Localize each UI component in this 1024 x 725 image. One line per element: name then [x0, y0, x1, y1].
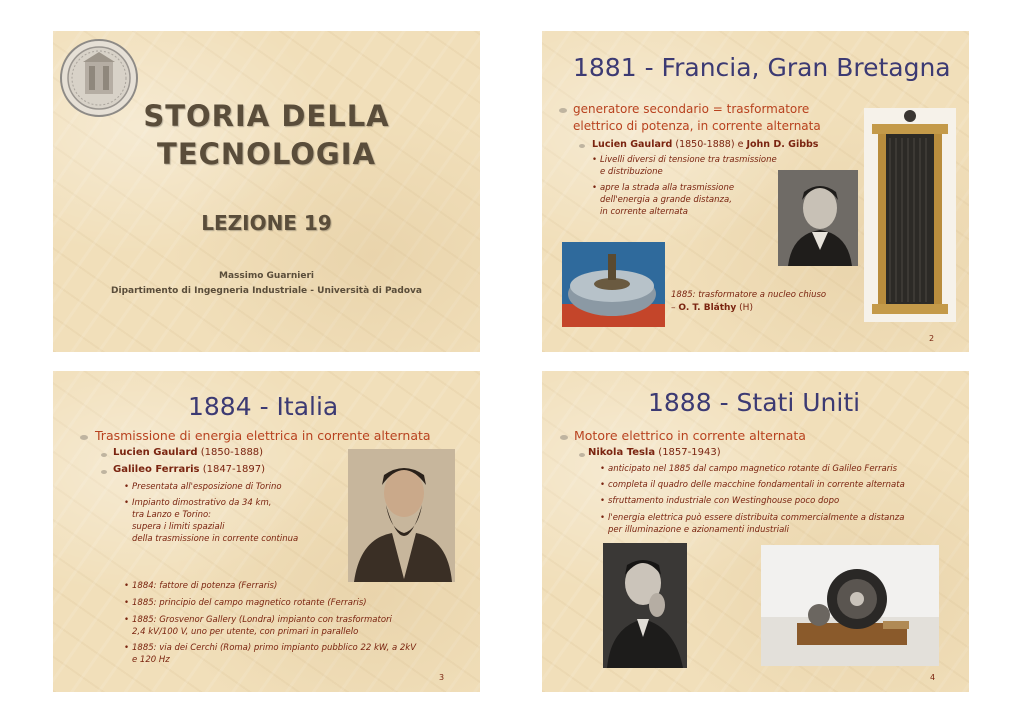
- item-2: • apre la strada alla trasmissione dell'energia a grande distanza, in corrente alternata: [592, 183, 735, 217]
- inventor-name: Lucien Gaulard: [592, 139, 673, 150]
- item-1: • Livelli diversi di tensione tra trasmissione e distribuzione: [592, 155, 777, 177]
- item-1-text: Presentata all'esposizione di Torino: [132, 482, 282, 492]
- motor-photo: [761, 545, 939, 666]
- item-2-text: completa il quadro delle macchine fondamentali in corrente alternata: [608, 480, 905, 490]
- portrait-icon: [778, 170, 858, 266]
- sub-bullet-icon: [579, 144, 585, 148]
- bullet-icon: [80, 435, 88, 440]
- inventor-dates: (1850-1888) e: [672, 139, 747, 150]
- sub-bullet-1: [113, 447, 263, 458]
- bullet-text: Motore elettrico in corrente alternata: [574, 428, 806, 443]
- bullet-icon: [559, 108, 567, 113]
- department-name: Dipartimento di Ingegneria Industriale - Università di Padova: [111, 286, 422, 296]
- inventor-name: Lucien Gaulard: [113, 447, 198, 458]
- item-4-line-1: l'energia elettrica può essere distribuita commercialmente a distanza: [608, 513, 905, 523]
- item-1: • Presentata all'esposizione di Torino: [124, 482, 282, 492]
- sub-bullet-2: [113, 464, 265, 475]
- tesla-portrait: [603, 543, 687, 668]
- bullet-icon: [560, 435, 568, 440]
- lecture-number: LEZIONE 19: [201, 211, 332, 235]
- caption-suffix: (H): [736, 303, 753, 313]
- motor-icon: [761, 545, 939, 666]
- item-3-text: 1884: fattore di potenza (Ferraris): [132, 581, 278, 591]
- item-3: • sfruttamento industriale con Westinghouse poco dopo: [600, 496, 840, 506]
- item-6-line-2: e 120 Hz: [132, 655, 170, 665]
- item-2: • completa il quadro delle macchine fondamentali in corrente alternata: [600, 480, 905, 490]
- portrait-icon: [348, 449, 455, 582]
- caption-name: O. T. Bláthy: [678, 303, 737, 313]
- item-4-line-2: per illuminazione e azionamenti industriali: [608, 525, 790, 535]
- portrait-icon: [603, 543, 687, 668]
- item-6: • 1885: via dei Cerchi (Roma) primo impianto pubblico 22 kW, a 2kV e 120 Hz: [124, 643, 417, 665]
- toroid-icon: [562, 242, 665, 327]
- inventor-name-2: John D. Gibbs: [746, 139, 819, 150]
- item-2: • Impianto dimostrativo da 34 km, tra Lanzo e Torino: supera i limiti spaziali della trasmissione in corrente continua: [124, 498, 299, 544]
- transformer-photo: [864, 108, 956, 322]
- page-number: 3: [439, 673, 445, 682]
- item-4: • l'energia elettrica può essere distribuita commercialmente a distanza per illuminazione e azionamenti industriali: [600, 513, 905, 535]
- item-5: • 1885: Grosvenor Gallery (Londra) impianto con trasformatori 2,4 kV/100 V, uno per utente, con primari in parallelo: [124, 615, 392, 637]
- slide-4: [542, 371, 969, 692]
- item-2-line-4: della trasmissione in corrente continua: [132, 534, 299, 544]
- bullet-text: Trasmissione di energia elettrica in corrente alternata: [95, 428, 431, 443]
- item-3: • 1884: fattore di potenza (Ferraris): [124, 581, 278, 591]
- item-1-line-1: Livelli diversi di tensione tra trasmissione: [600, 155, 777, 165]
- portrait-photo: [778, 170, 858, 266]
- slide-3: [53, 371, 480, 692]
- item-2-line-1: Impianto dimostrativo da 34 km,: [132, 498, 272, 508]
- slide-1: [53, 31, 480, 352]
- slide-title: 1884 - Italia: [188, 392, 339, 421]
- title-line-2: TECNOLOGIA: [157, 137, 376, 171]
- caption-prefix: –: [671, 303, 679, 313]
- sub-bullet-icon: [579, 453, 585, 457]
- item-2-line-3: supera i limiti spaziali: [132, 522, 225, 532]
- inventor-dates: (1850-1888): [197, 447, 264, 458]
- item-5-line-1: 1885: Grosvenor Gallery (Londra) impianto con trasformatori: [132, 615, 392, 625]
- ferraris-portrait: [348, 449, 455, 582]
- inventor-name: Nikola Tesla: [588, 447, 656, 458]
- inventor-dates: (1857-1943): [655, 447, 721, 458]
- item-1: • anticipato nel 1885 dal campo magnetico rotante di Galileo Ferraris: [600, 464, 898, 474]
- page-number: 2: [929, 334, 935, 343]
- slide-2: [542, 31, 969, 352]
- inventor-dates: (1847-1897): [199, 464, 266, 475]
- slide-title: 1888 - Stati Uniti: [648, 388, 861, 417]
- title-line-1: STORIA DELLA: [143, 99, 390, 133]
- sub-bullet-text: [592, 139, 818, 150]
- slide-title: 1881 - Francia, Gran Bretagna: [573, 53, 951, 82]
- item-2-line-3: in corrente alternata: [600, 207, 688, 217]
- item-4-text: 1885: principio del campo magnetico rotante (Ferraris): [132, 598, 367, 608]
- item-3-text: sfruttamento industriale con Westinghouse poco dopo: [608, 496, 840, 506]
- toroid-photo: [562, 242, 665, 327]
- bullet-line-2: elettrico di potenza, in corrente alternata: [573, 119, 821, 133]
- bullet-text: [573, 101, 821, 135]
- sub-bullet-1: [588, 447, 721, 458]
- item-6-line-1: 1885: via dei Cerchi (Roma) primo impianto pubblico 22 kW, a 2kV: [132, 643, 417, 653]
- caption-line-2: [671, 303, 753, 313]
- item-2-line-1: apre la strada alla trasmissione: [600, 183, 735, 193]
- sub-bullet-icon: [101, 453, 107, 457]
- caption-line-1: 1885: trasformatore a nucleo chiuso: [671, 290, 827, 300]
- item-1-line-2: e distribuzione: [600, 167, 663, 177]
- item-4: • 1885: principio del campo magnetico rotante (Ferraris): [124, 598, 367, 608]
- item-5-line-2: 2,4 kV/100 V, uno per utente, con primari in parallelo: [132, 627, 359, 637]
- item-1-text: anticipato nel 1885 dal campo magnetico rotante di Galileo Ferraris: [608, 464, 898, 474]
- item-2-line-2: dell'energia a grande distanza,: [600, 195, 732, 205]
- sub-bullet-icon: [101, 470, 107, 474]
- bullet-line-1: generatore secondario = trasformatore: [573, 102, 810, 116]
- course-title: [53, 97, 480, 173]
- page-number: 4: [930, 673, 936, 682]
- author-name: Massimo Guarnieri: [219, 271, 314, 281]
- item-2-line-2: tra Lanzo e Torino:: [132, 510, 212, 520]
- transformer-icon: [864, 108, 956, 322]
- inventor-name: Galileo Ferraris: [113, 464, 200, 475]
